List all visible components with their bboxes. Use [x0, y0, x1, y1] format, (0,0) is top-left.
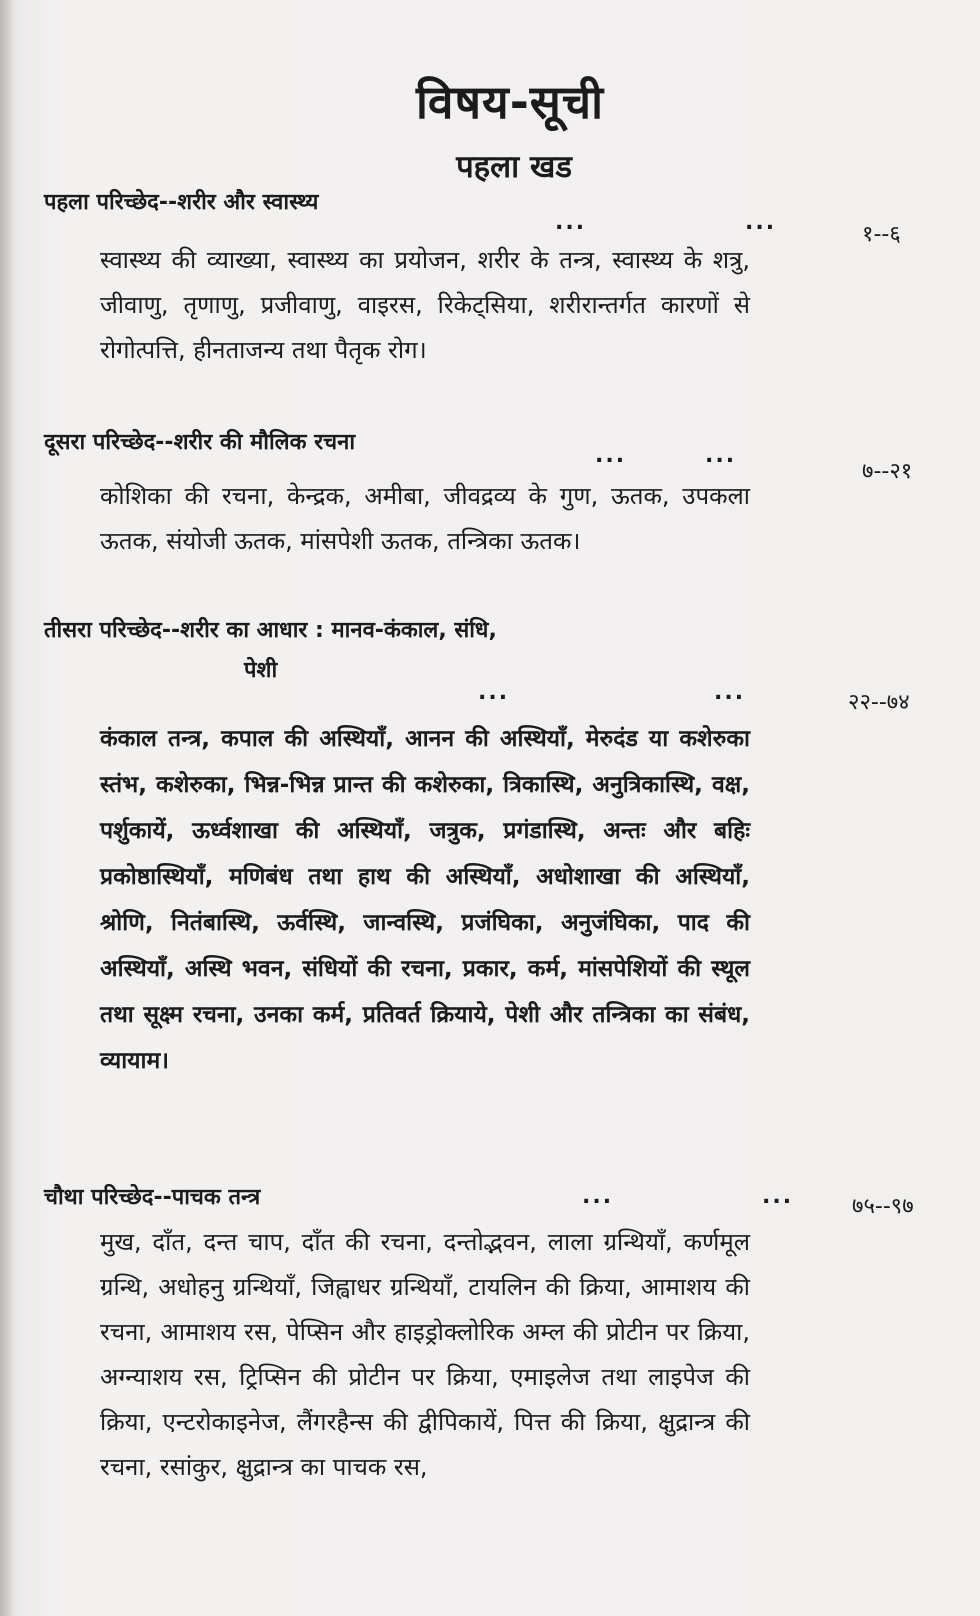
leader-dots: ... — [705, 443, 737, 468]
chapter-heading-2 — [44, 428, 944, 458]
leader-dots: ... — [714, 680, 746, 705]
leader-dots: ... — [595, 443, 627, 468]
chapter-heading-4 — [44, 1183, 944, 1213]
page-range: ७--२१ — [862, 459, 913, 484]
chapter-heading-3 — [44, 616, 944, 686]
page-range: ७५--९७ — [852, 1194, 914, 1219]
chapter-title: दूसरा परिच्छेद--शरीर की मौलिक रचना — [44, 430, 356, 455]
page-range: १--६ — [862, 222, 901, 247]
chapter-description: मुख, दाँत, दन्त चाप, दाँत की रचना, दन्तोद्भवन, लाला ग्रन्थियाँ, कर्णमूल ग्रन्थि, अधोहनु ग्रन्थियाँ, जिह्वाधर ग्रन्थियाँ, टायलिन की क्रिया, आमाशय की रचना, आमाशय रस, पेप्सिन और हाइड्रोक्लोरिक अम्ल की प्रोटीन पर क्रिया, अग्न्याशय रस, ट्रिप्सिन की प्रोटीन पर क्रिया, एमाइलेज तथा लाइपेज की क्रिया, एन्टरोकाइनेज, लैंगरहैन्स की द्वीपिकायें, पित्त की क्रिया, क्षुद्रान्त्र की रचना, रसांकुर, क्षुद्रान्त्र का पाचक रस, — [100, 1228, 750, 1481]
chapter-description: कोशिका की रचना, केन्द्रक, अमीबा, जीवद्रव्य के गुण, ऊतक, उपकला ऊतक, संयोजी ऊतक, मांसपेशी ऊतक, तन्त्रिका ऊतक। — [100, 482, 750, 555]
chapter-description: कंकाल तन्त्र, कपाल की अस्थियाँ, आनन की अस्थियाँ, मेरुदंड या कशेरुका स्तंभ, कशेरुका, भिन्न-भिन्न प्रान्त की कशेरुका, त्रिकास्थि, अनुत्रिकास्थि, वक्ष, पर्शुकायें, ऊर्ध्वशाखा की अस्थियाँ, जत्रुक, प्रगंडास्थि, अन्तः और बहिः प्रकोष्ठास्थियाँ, मणिबंध तथा हाथ की अस्थियाँ, अधोशाखा की अस्थियाँ, श्रोणि, नितंबास्थि, ऊर्वस्थि, जान्वस्थि, प्रजंघिका, अनुजंघिका, पाद की अस्थियाँ, अस्थि भवन, संधियों की रचना, प्रकार, कर्म, मांसपेशियों की स्थूल तथा सूक्ष्म रचना, उनका कर्म, प्रतिवर्त क्रियाये, पेशी और तन्त्रिका का संबंध, व्यायाम। — [100, 726, 750, 1074]
leader-dots: ... — [762, 1184, 794, 1209]
chapter-title: चौथा परिच्छेद--पाचक तन्त्र — [44, 1185, 261, 1210]
chapter-title: पहला परिच्छेद--शरीर और स्वास्थ्य — [44, 190, 319, 215]
leader-dots: ... — [478, 680, 510, 705]
chapter-title: तीसरा परिच्छेद--शरीर का आधार : मानव-कंकाल, संधि, — [44, 618, 497, 643]
page-range: २२--७४ — [848, 690, 910, 715]
leader-dots: ... — [555, 210, 587, 235]
leader-dots: ... — [582, 1184, 614, 1209]
part-heading: पहला खड — [456, 149, 572, 185]
leader-dots: ... — [745, 210, 777, 235]
chapter-description: स्वास्थ्य की व्याख्या, स्वास्थ्य का प्रयोजन, शरीर के तन्त्र, स्वास्थ्य के शत्रु, जीवाणु, तृणाणु, प्रजीवाणु, वाइरस, रिकेट्सिया, शरीरान्तर्गत कारणों से रोगोत्पत्ति, हीनताजन्य तथा पैतृक रोग। — [100, 246, 750, 364]
chapter-heading-1 — [44, 188, 944, 218]
chapter-title-continued: पेशी — [244, 658, 278, 683]
page-title: विषय-सूची — [415, 75, 605, 129]
